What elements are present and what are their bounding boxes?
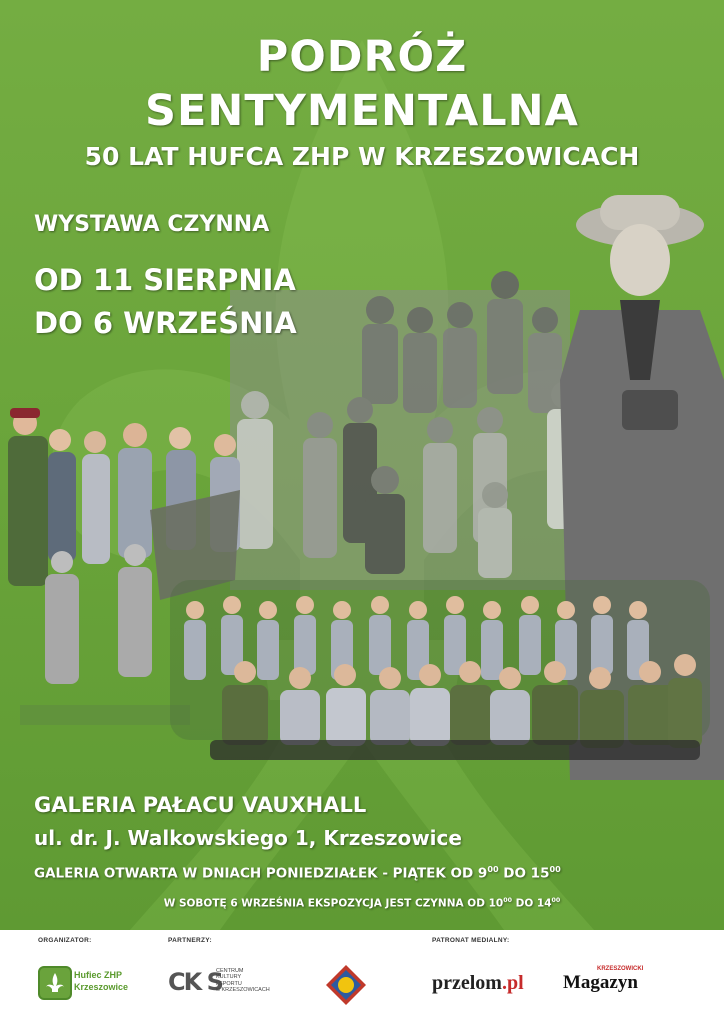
hufiec-zhp-logo xyxy=(38,966,128,1000)
venue-name: GALERIA PAŁACU VAUXHALL xyxy=(34,793,367,817)
title-line-1: PODRÓŻ xyxy=(256,32,468,82)
sponsors-footer xyxy=(0,930,724,1024)
hufiec-town: Krzeszowice xyxy=(74,982,129,992)
partners-label: PARTNERZY: xyxy=(168,937,212,944)
ck-mark: CK S xyxy=(168,968,222,996)
ck-text: CENTRUM KULTURY I SPORTU w KRZESZOWICACH xyxy=(216,968,270,994)
centrum-kultury-logo xyxy=(168,966,278,1000)
crest-emblem-icon xyxy=(325,964,367,1006)
subtitle: 50 LAT HUFCA ZHP W KRZESZOWICACH xyxy=(84,142,640,171)
przelom-logo: przelom.pl xyxy=(432,972,524,994)
exhibit-date-from: OD 11 SIERPNIA xyxy=(34,263,296,297)
exhibit-label: WYSTAWA CZYNNA xyxy=(34,212,270,237)
exhibit-date-to: DO 6 WRZEŚNIA xyxy=(34,306,297,340)
magazyn-logo: KRZESZOWICKI Magazyn xyxy=(563,966,644,993)
modern-scout-group xyxy=(170,580,710,760)
venue-address: ul. dr. J. Walkowskiego 1, Krzeszowice xyxy=(34,826,462,850)
organizer-label: ORGANIZATOR: xyxy=(38,937,92,944)
media-patron-label: PATRONAT MEDIALNY: xyxy=(432,937,510,944)
saturday-hours: W SOBOTĘ 6 WRZEŚNIA EKSPOZYCJA JEST CZYNNA OD $10^{00}$ DO $14^{00}$ xyxy=(163,897,561,910)
hufiec-name: Hufiec ZHP xyxy=(74,970,123,980)
title-line-2: SENTYMENTALNA xyxy=(145,86,579,136)
scout-lily-icon xyxy=(38,966,72,1000)
opening-hours: GALERIA OTWARTA W DNIACH PONIEDZIAŁEK - PIĄTEK OD $9^{00}$ DO $15^{00}$ xyxy=(34,864,561,882)
